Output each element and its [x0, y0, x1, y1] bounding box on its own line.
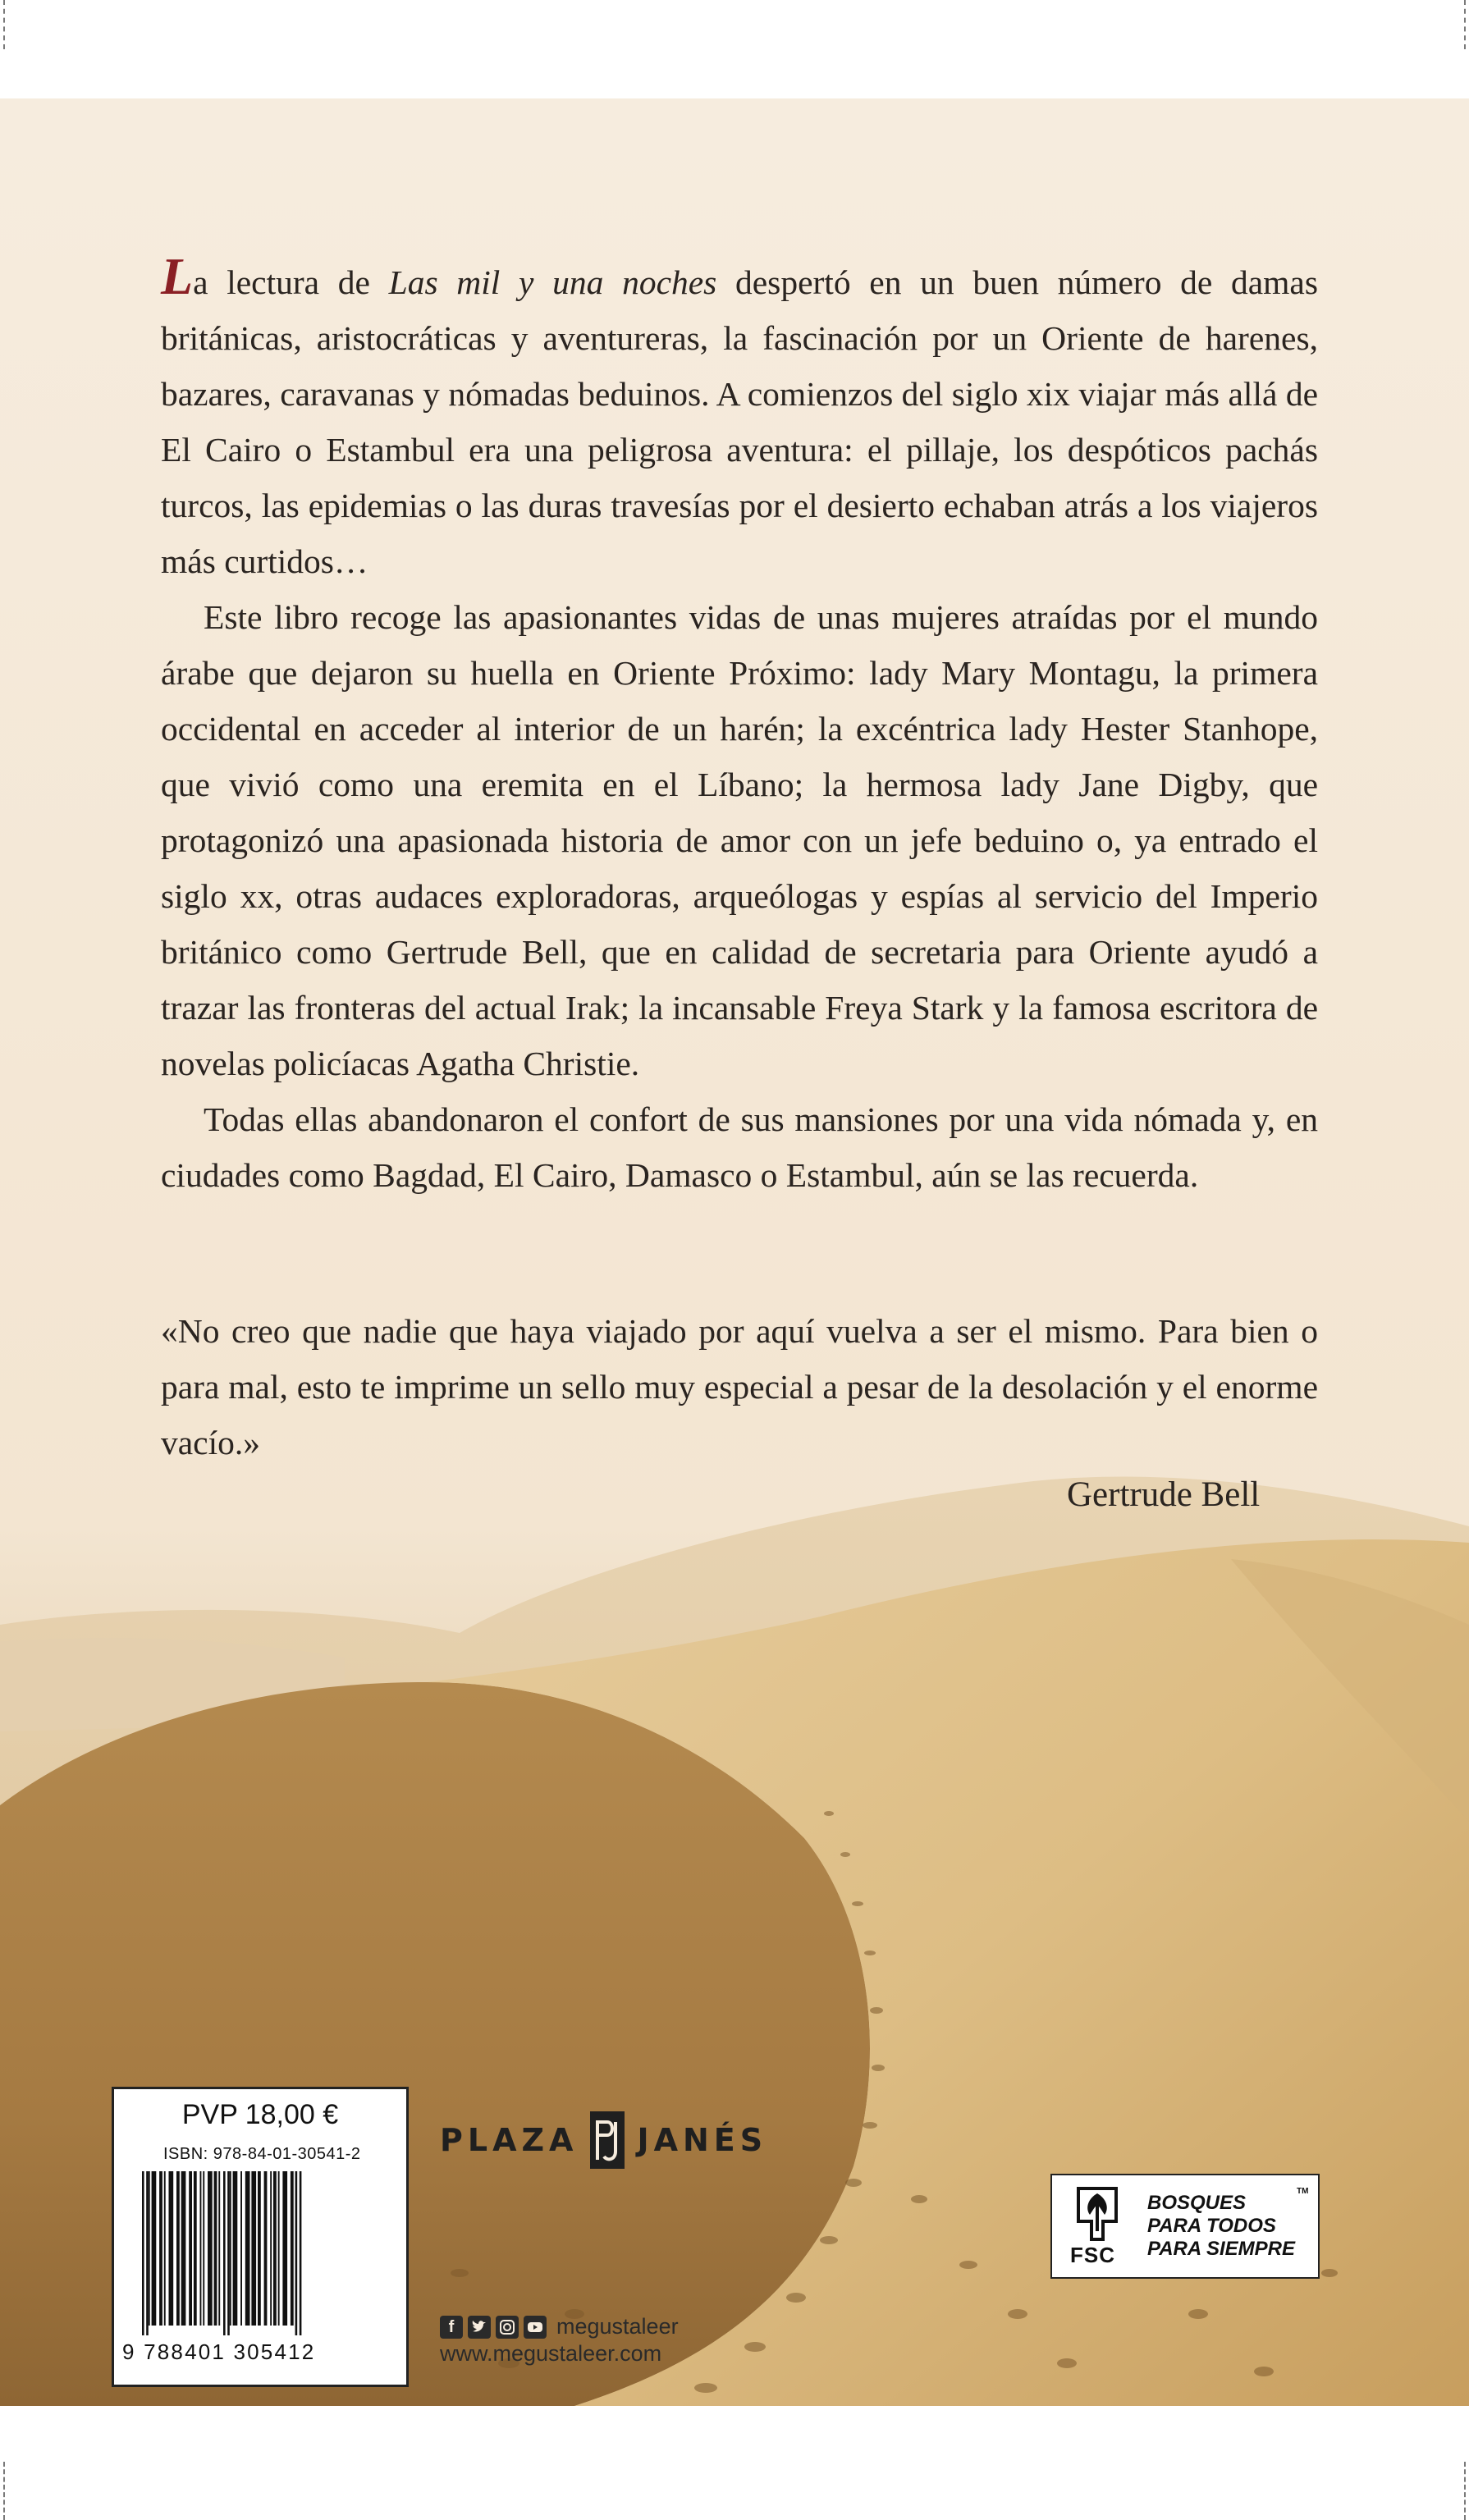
synopsis [161, 247, 1319, 1203]
fsc-slogan-line-2: PARA TODOS [1147, 2215, 1276, 2237]
crop-mark-bottom-right [1464, 2462, 1466, 2520]
crop-mark-right [1464, 0, 1466, 49]
price-label: PVP 18,00 € [181, 2099, 339, 2130]
fsc-label: FSC [1070, 2243, 1115, 2267]
publisher-word-right: JANÉS [637, 2122, 768, 2158]
fsc-tree-icon [1072, 2185, 1123, 2243]
epigraph-quote: «No creo que nadie que haya viajado por aquí vuelva a ser el mismo. Para bien o para mal, esto te imprime un sello muy especial a pesar de la desolación y el enorme vacío.» [161, 1312, 1318, 1461]
barcode-number: 9 788401 305412 [122, 2339, 316, 2364]
book-title-reference: Las mil y una noches [388, 263, 717, 301]
instagram-icon [496, 2316, 519, 2339]
fsc-slogan [1147, 2192, 1311, 2261]
pj-monogram-icon [589, 2111, 625, 2170]
website-url: www.megustaleer.com [440, 2341, 662, 2366]
social-row [440, 2314, 679, 2339]
fsc-certification-badge [1050, 2174, 1320, 2279]
synopsis-text-lead: a lectura de [193, 263, 389, 301]
back-cover [0, 98, 1469, 2406]
drop-cap: L [161, 247, 194, 305]
crop-mark-left [3, 0, 5, 49]
twitter-icon [468, 2316, 491, 2339]
facebook-icon: f [440, 2316, 463, 2339]
social-handle: megustaleer [556, 2314, 679, 2339]
crop-mark-bottom-left [3, 2462, 5, 2520]
fsc-slogan-line-3: PARA SIEMPRE [1147, 2238, 1296, 2260]
synopsis-paragraph-1 [161, 247, 1319, 589]
synopsis-text-rest: despertó en un buen número de damas británicas, aristocráticas y aventureras, la fascinación por un Oriente de harenes, bazares, caravanas y nómadas beduinos. A comienzos del siglo xix viajar más allá de El Cairo o Estambul era una peligrosa aventura: el pillaje, los despóticos pachás turcos, las epidemias o las duras travesías por el desierto echaban atrás a los viajeros más curtidos… [161, 263, 1319, 580]
publisher-logo [440, 2111, 767, 2170]
trademark-mark: TM [1297, 2187, 1309, 2196]
publisher-web [440, 2314, 679, 2367]
isbn-label: ISBN: 978-84-01-30541-2 [163, 2145, 361, 2163]
synopsis-paragraph-3: Todas ellas abandonaron el confort de sus mansiones por una vida nómada y, en ciudades como Bagdad, El Cairo, Damasco o Estambul, aún se las recuerda. [161, 1100, 1318, 1194]
synopsis-paragraph-2: Este libro recoge las apasionantes vidas de unas mujeres atraídas por el mundo árabe que dejaron su huella en Oriente Próximo: lady Mary Montagu, la primera occidental en acceder al interior de un harén; la excéntrica lady Hester Stanhope, que vivió como una eremita en el Líbano; la hermosa lady Jane Digby, que protagonizó una apasionada historia de amor con un jefe beduino o, ya entrado el siglo xx, otras audaces exploradoras, arqueólogas y espías al servicio del Imperio británico como Gertrude Bell, que en calidad de secretaria para Oriente ayudó a trazar las fronteras del actual Irak; la incansable Freya Stark y la famosa escritora de novelas policíacas Agatha Christie. [161, 598, 1318, 1082]
price-barcode-box [112, 2087, 409, 2387]
quote-author: Gertrude Bell [1067, 1475, 1261, 1514]
fsc-slogan-line-1: BOSQUES [1147, 2192, 1247, 2214]
youtube-icon [524, 2316, 547, 2339]
barcode [139, 2171, 385, 2335]
publisher-word-left: PLAZA [440, 2122, 579, 2158]
